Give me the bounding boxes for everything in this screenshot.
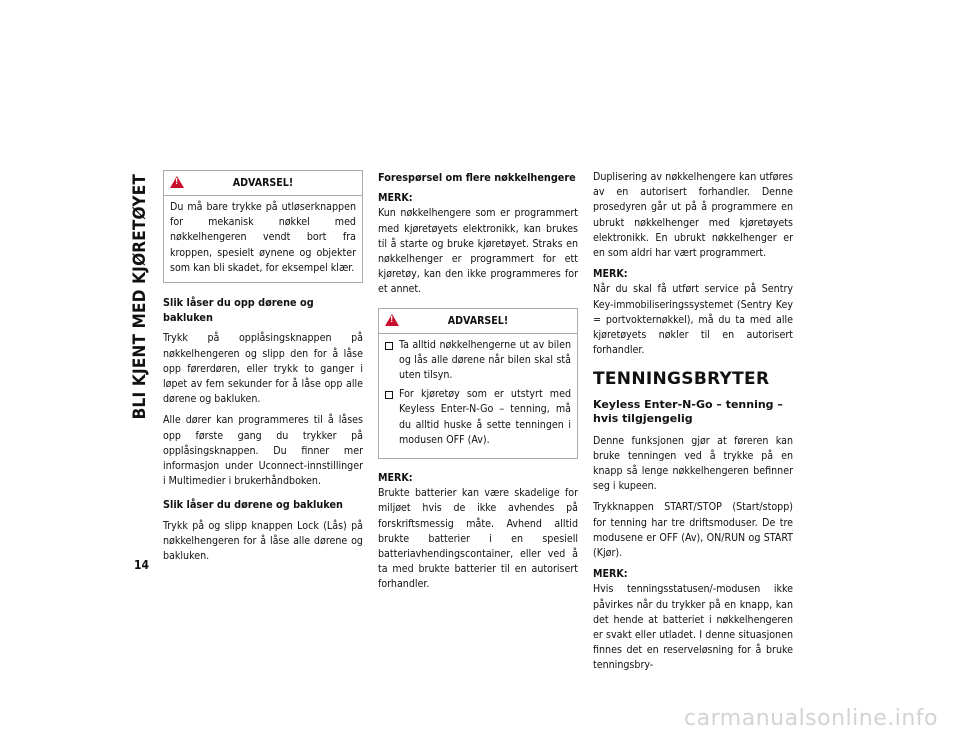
- warning-text: Du må bare trykke på utløserknappen for mekanisk nøkkel med nøkkelhengeren vendt bort fra kroppen, spesielt øynene og objekter som kan bli skadet, for eksempel klær.: [170, 201, 356, 274]
- chapter-title-text: BLI KJENT MED KJØRETØYET: [130, 174, 150, 420]
- warning-box: [378, 308, 578, 459]
- warning-triangle-icon: [385, 314, 399, 326]
- watermark: carmanualsonline.info: [684, 706, 938, 731]
- list-item: Ta alltid nøkkelhengerne ut av bilen og lås alle dørene når bilen skal stå uten tilsyn.: [385, 338, 571, 384]
- warning-triangle-icon: [170, 176, 184, 188]
- warning-heading: ADVARSEL!: [232, 177, 294, 189]
- section-heading-lock: Slik låser du dørene og bakluken: [163, 498, 343, 512]
- section-title: TENNINGSBRYTER: [593, 369, 770, 390]
- note-text: Når du skal få utført service på Sentry Key-immobiliseringssystemet (Sentry Key = portvokternøkkel), må du ta med alle kjøretøyets nøkler til en autorisert forhandler.: [593, 283, 793, 357]
- paragraph: Alle dører kan programmeres til å låses opp første gang du trykker på opplåsingsknappen. Du finner mer informasjon under Uconnect-innstillinger i Multimedier i brukerhåndboken.: [163, 414, 363, 488]
- checkbox-bullet-icon: [385, 342, 393, 350]
- column-1: [163, 170, 363, 570]
- note-text: Kun nøkkelhengere som er programmert med kjøretøyets elektronikk, kan brukes til å starte og bruke kjøretøyet. Straks en nøkkelhenger er programmert for ett kjøretøy, kan den ikke programmeres for et annet.: [378, 207, 578, 296]
- section-heading-unlock: Slik låser du opp dørene og bakluken: [163, 296, 314, 325]
- paragraph: Denne funksjonen gjør at føreren kan bruke tenningen ved å trykke på en knapp så lenge nøkkelhengeren befinner seg i kupeen.: [593, 434, 793, 493]
- list-item: For kjøretøy som er utstyrt med Keyless Enter-N-Go – tenning, må du alltid huske å sette tenningen i modusen OFF (Av).: [385, 387, 571, 448]
- footer: [0, 700, 960, 742]
- checkbox-bullet-icon: [385, 391, 393, 399]
- note-text: Brukte batterier kan være skadelige for miljøet hvis de ikke avhendes på forskriftsmessig måte. Avhend alltid brukte batterier i en spesiell batteriavhendingscontainer, eller ved å ta med brukte batterier til en autorisert forhandler.: [378, 487, 578, 591]
- paragraph: Trykknappen START/STOP (Start/stopp) for tenning har tre driftsmoduser. De tre modusene er OFF (Av), ON/RUN og START (Kjør).: [593, 501, 793, 560]
- warning-body: [379, 334, 577, 458]
- column-3: [593, 170, 793, 680]
- warning-heading: ADVARSEL!: [447, 314, 509, 327]
- note-text: Hvis tenningsstatusen/-modusen ikke påvirkes når du trykker på en knapp, kan det hende at batteriet i nøkkelhengeren er svakt eller utladet. I denne situasjonen finnes det en reserveløsning for å bruke tenningsbry-: [593, 583, 793, 672]
- warning-body: [164, 196, 362, 282]
- section-heading-key-fobs: Forespørsel om flere nøkkelhengere: [378, 171, 576, 184]
- paragraph: Duplisering av nøkkelhengere kan utføres av en autorisert forhandler. Denne prosedyren går ut på å programmere en ubrukt nøkkelhenger med kjøretøyets elektronikk. En ubrukt nøkkelhenger er en som aldri har vært programmert.: [593, 171, 793, 260]
- warning-header: [164, 171, 362, 196]
- paragraph: Trykk på og slipp knappen Lock (Lås) på nøkkelhengeren for å låse alle dørene og bakluken.: [163, 519, 363, 563]
- chapter-title-vertical: [130, 174, 152, 554]
- subheading: Keyless Enter-N-Go – tenning – hvis tilgjengelig: [593, 397, 783, 425]
- paragraph: Trykk på opplåsingsknappen på nøkkelhengeren og slipp den for å låse opp førerdøren, eller trykk to ganger i løpet av fem sekunder for å låse opp alle dørene og bakluken.: [163, 332, 363, 406]
- warning-box: [163, 170, 363, 283]
- note-label: MERK:: [593, 568, 628, 581]
- page-number: 14: [134, 558, 150, 572]
- note-label: MERK:: [593, 268, 628, 281]
- note-label: MERK:: [378, 192, 413, 205]
- warning-header: [379, 309, 577, 334]
- note-label: MERK:: [378, 472, 413, 485]
- column-2: [378, 170, 578, 599]
